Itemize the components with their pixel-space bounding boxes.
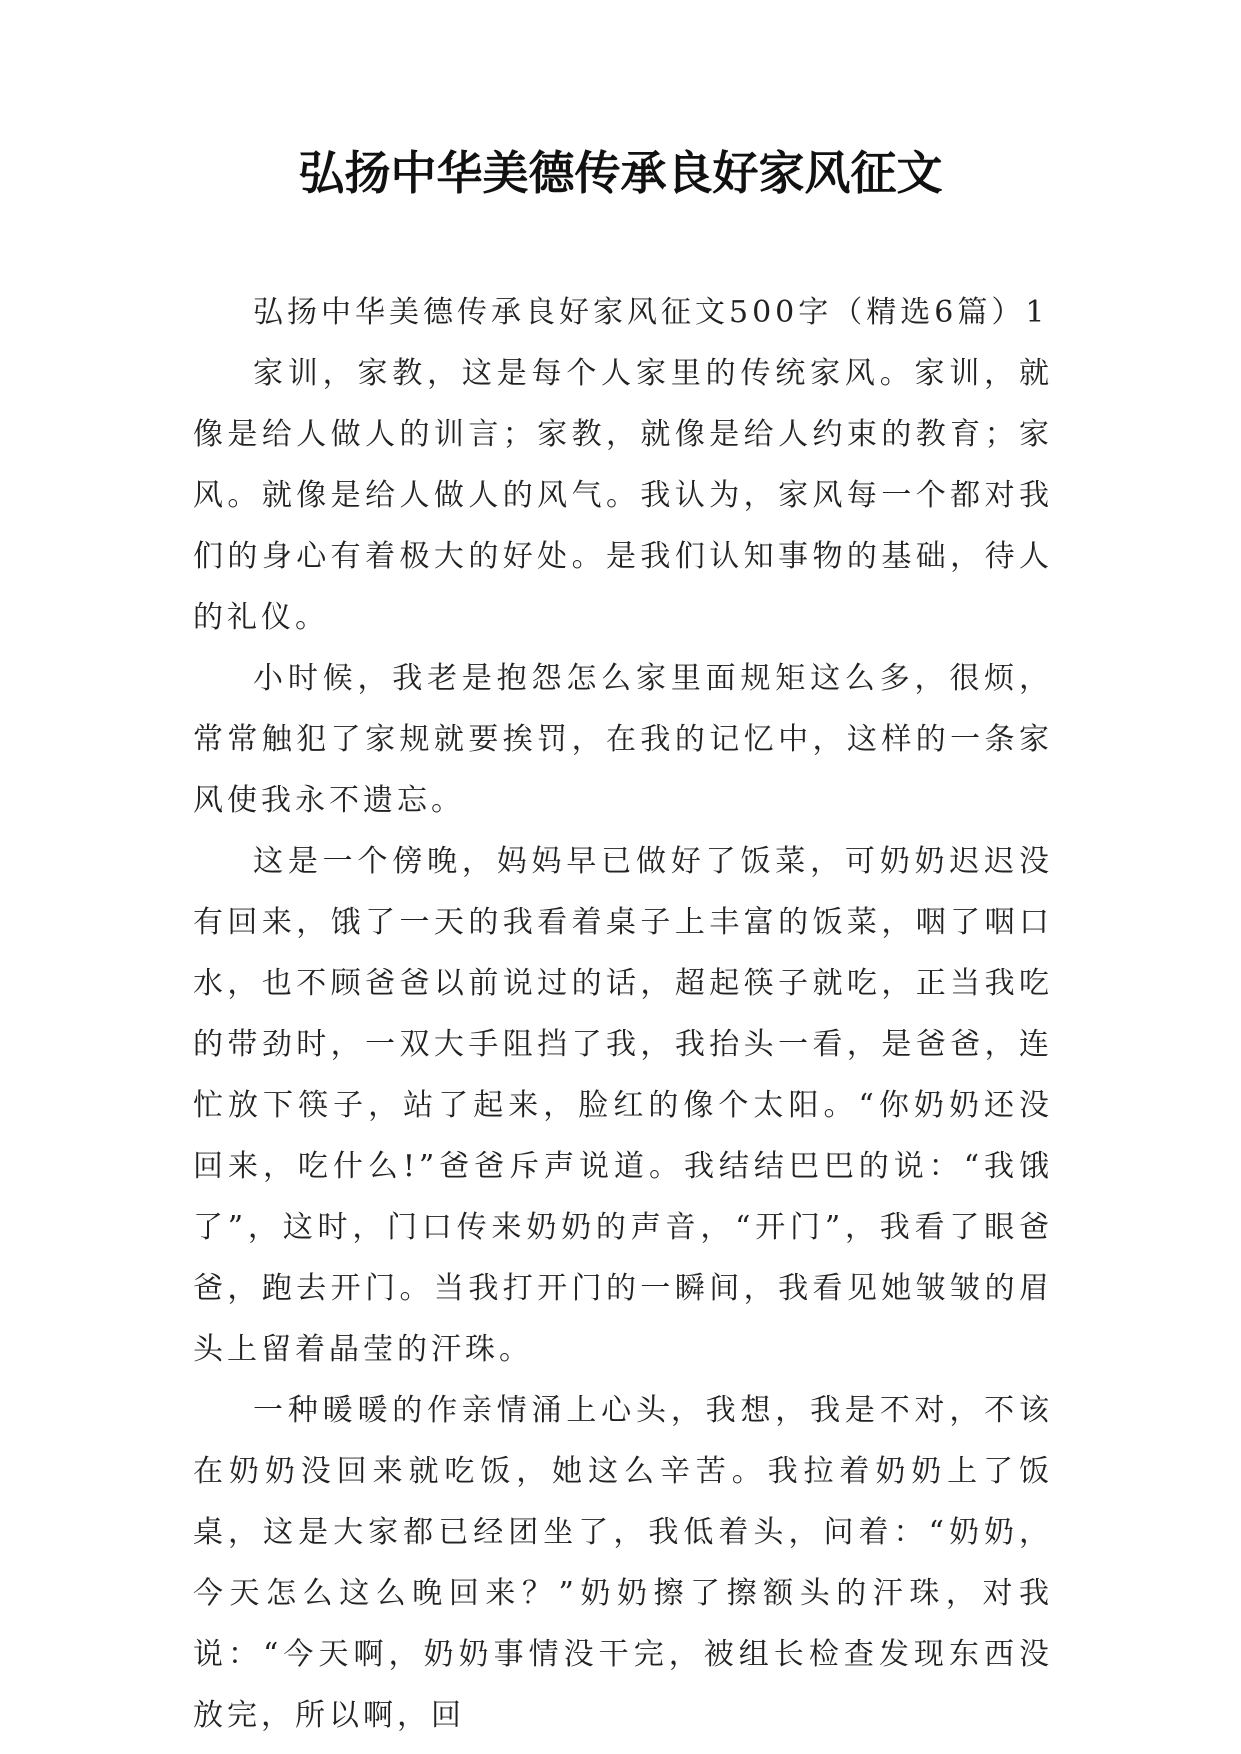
- paragraph: 家训，家教，这是每个人家里的传统家风。家训，就像是给人做人的训言；家教，就像是给人约束的教育；家风。就像是给人做人的风气。我认为，家风每一个都对我们的身心有着极大的好处。是我们认知事物的基础，待人的礼仪。: [193, 356, 1053, 635]
- paragraph: 小时候，我老是抱怨怎么家里面规矩这么多，很烦，常常触犯了家规就要挨罚，在我的记忆中，这样的一条家风使我永不遗忘。: [193, 661, 1053, 818]
- paragraph: 一种暖暖的作亲情涌上心头，我想，我是不对，不该在奶奶没回来就吃饭，她这么辛苦。我拉着奶奶上了饭桌，这是大家都已经团坐了，我低着头，问着：“奶奶，今天怎么这么晚回来？”奶奶擦了擦额头的汗珠，对我说：“今天啊，奶奶事情没干完，被组长检查发现东西没放完，所以啊，回: [193, 1393, 1053, 1733]
- paragraph: 这是一个傍晚，妈妈早已做好了饭菜，可奶奶迟迟没有回来，饿了一天的我看着桌子上丰富的饭菜，咽了咽口水，也不顾爸爸以前说过的话，超起筷子就吃，正当我吃的带劲时，一双大手阻挡了我，我抬头一看，是爸爸，连忙放下筷子，站了起来，脸红的像个太阳。“你奶奶还没回来，吃什么!”爸爸斥声说道。我结结巴巴的说：“我饿了”，这时，门口传来奶奶的声音，“开门”，我看了眼爸爸，跑去开门。当我打开门的一瞬间，我看见她皱皱的眉头上留着晶莹的汗珠。: [193, 844, 1053, 1367]
- document-body: [193, 282, 1053, 1746]
- document-title: 弘扬中华美德传承良好家风征文: [298, 146, 943, 200]
- paragraph-heading: 弘扬中华美德传承良好家风征文500字（精选6篇）1: [253, 295, 1049, 330]
